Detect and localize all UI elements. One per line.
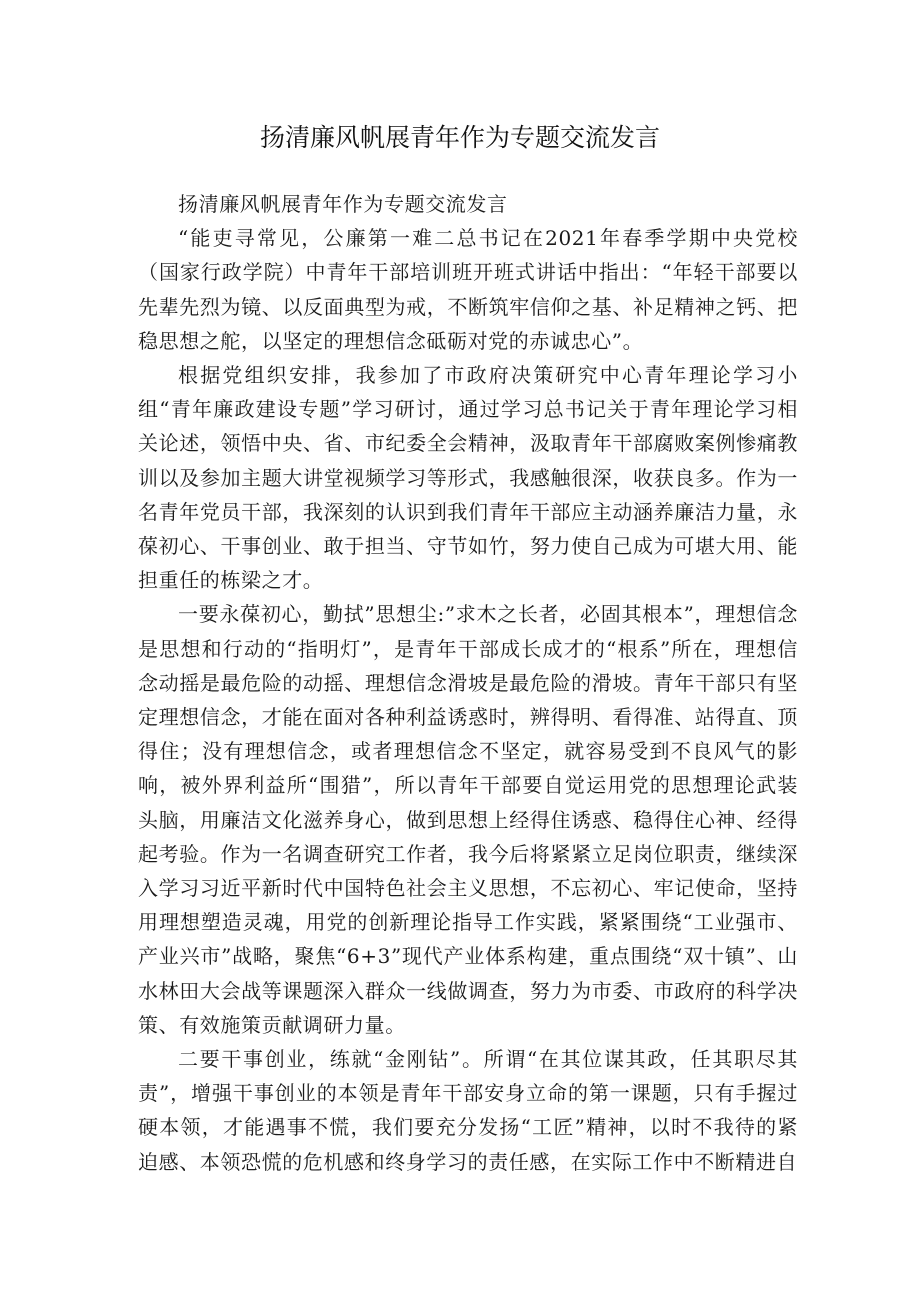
document-title: 扬清廉风帆展青年作为专题交流发言 [259,123,660,152]
paragraph-quote: “能吏寻常见，公廉第一难二总书记在2021年春季学期中央党校（国家行政学院）中青年干部培训班开班式讲话中指出：“年轻干部要以先辈先烈为镜、以反面典型为戒，不断筑牢信仰之基、补足精神之钙、把稳思想之舵，以坚定的理想信念砥砺对党的赤诚忠心”。 [138,226,798,353]
paragraph-background: 根据党组织安排，我参加了市政府决策研究中心青年理论学习小组“青年廉政建设专题”学习研讨，通过学习总书记关于青年理论学习相关论述，领悟中央、省、市纪委全会精神，汲取青年干部腐败案例惨痛教训以及参加主题大讲堂视频学习等形式，我感触很深，收获良多。作为一名青年党员干部，我深刻的认识到我们青年干部应主动涵养廉洁力量，永葆初心、干事创业、敢于担当、守节如竹，努力使自己成为可堪大用、能担重任的栋梁之才。 [138,363,798,593]
document-body [138,187,798,1179]
paragraph-point-two: 二要干事创业，练就“金刚钻”。所谓“在其位谋其政，任其职尽其责”，增强干事创业的本领是青年干部安身立命的第一课题，只有手握过硬本领，才能遇事不慌，我们要充分发扬“工匠”精神，以时不我待的紧迫感、本领恐慌的危机感和终身学习的责任感，在实际工作中不断精进自 [138,1047,798,1174]
paragraph-subtitle: 扬清廉风帆展青年作为专题交流发言 [178,192,508,216]
paragraph-point-one: 一要永葆初心，勤拭”思想尘:”求木之长者，必固其根本”，理想信念是思想和行动的“指明灯”，是青年干部成长成才的“根系”所在，理想信念动摇是最危险的动摇、理想信念滑坡是最危险的滑坡。青年干部只有坚定理想信念，才能在面对各种利益诱惑时，辨得明、看得准、站得直、顶得住；没有理想信念，或者理想信念不坚定，就容易受到不良风气的影响，被外界利益所“围猎”，所以青年干部要自觉运用党的思想理论武装头脑，用廉洁文化滋养身心，做到思想上经得住诱惑、稳得住心神、经得起考验。作为一名调查研究工作者，我今后将紧紧立足岗位职责，继续深入学习习近平新时代中国特色社会主义思想，不忘初心、牢记使命，坚持用理想塑造灵魂，用党的创新理论指导工作实践，紧紧围绕“工业强市、产业兴市”战略，聚焦“6+3”现代产业体系构建，重点围绕“双十镇”、山水林田大会战等课题深入群众一线做调查，努力为市委、市政府的科学决策、有效施策贡献调研力量。 [138,602,798,1037]
